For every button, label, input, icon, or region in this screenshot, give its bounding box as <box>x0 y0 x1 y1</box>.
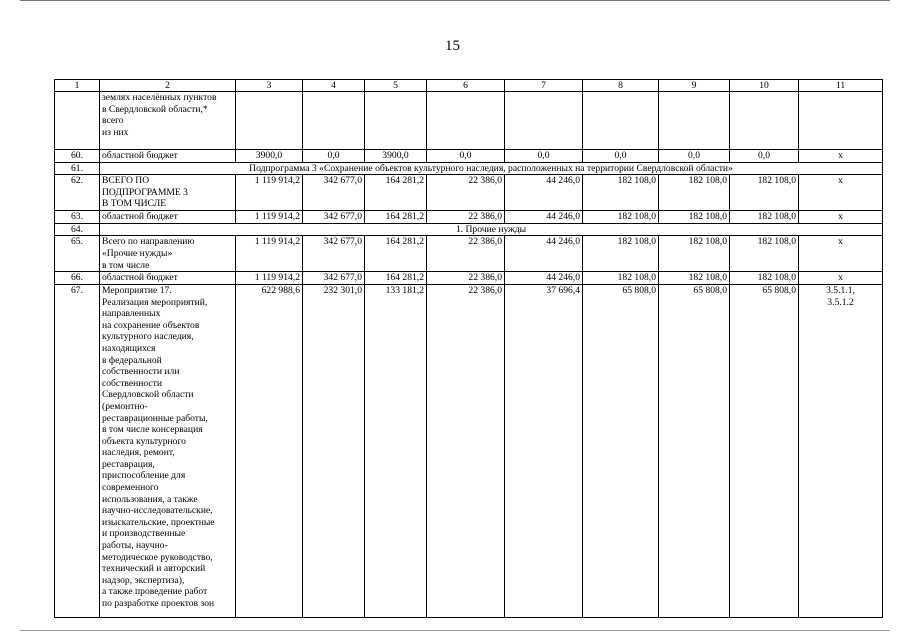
row-number: 66. <box>55 272 100 285</box>
header-cell: 4 <box>303 80 365 92</box>
table-row <box>55 92 883 150</box>
value-cell: 232 301,0 <box>303 284 365 617</box>
budget-table <box>54 79 883 618</box>
value-cell: 44 246,0 <box>505 236 583 272</box>
table-row <box>55 223 883 236</box>
value-cell: 182 108,0 <box>659 211 730 224</box>
value-cell: 37 696,4 <box>505 284 583 617</box>
subprogram-title: Подпрограмма 3 «Сохранение объектов культурного наследия, расположенных на территории Свердловской области» <box>100 162 883 175</box>
header-cell: 3 <box>236 80 303 92</box>
value-cell: 1 119 914,2 <box>236 175 303 211</box>
row-number: 61. <box>55 162 100 175</box>
reference-cell: х <box>799 236 883 272</box>
value-cell: 342 677,0 <box>303 236 365 272</box>
table-row <box>55 162 883 175</box>
row-number: 67. <box>55 284 100 617</box>
value-cell: 182 108,0 <box>659 175 730 211</box>
value-cell: 164 281,2 <box>365 175 427 211</box>
row-number: 65. <box>55 236 100 272</box>
value-cell: 342 677,0 <box>303 211 365 224</box>
value-cell: 0,0 <box>303 150 365 163</box>
value-cell: 44 246,0 <box>505 272 583 285</box>
reference-cell: х <box>799 175 883 211</box>
table-row <box>55 175 883 211</box>
value-cell: 22 386,0 <box>427 284 505 617</box>
value-cell: 65 808,0 <box>730 284 799 617</box>
value-cell: 44 246,0 <box>505 175 583 211</box>
row-name: областной бюджет <box>100 272 236 285</box>
header-cell: 7 <box>505 80 583 92</box>
value-cell: 133 181,2 <box>365 284 427 617</box>
value-cell: 3900,0 <box>365 150 427 163</box>
row-name: Мероприятие 17. Реализация мероприятий, направленных на сохранение объектов культурного наследия, находящихся в федеральной собственности или собственности Свердловской области (ремонтно- реставрационные работы, в том числе консервация объекта культурного наследия, ремонт, реставрация, приспособление для современного использования, а также научно-исследовательские, изыскательские, проектные и производственные работы, научно- методическое руководство, технический и авторский надзор, экспертиза), а также проведение работ по разработке проектов зон <box>100 284 236 617</box>
header-row <box>55 80 883 92</box>
header-cell: 8 <box>583 80 659 92</box>
table-row <box>55 272 883 285</box>
value-cell: 342 677,0 <box>303 272 365 285</box>
value-cell: 0,0 <box>505 150 583 163</box>
header-cell: 2 <box>100 80 236 92</box>
value-cell: 182 108,0 <box>730 236 799 272</box>
table-row <box>55 211 883 224</box>
value-cell: 164 281,2 <box>365 236 427 272</box>
value-cell: 182 108,0 <box>583 175 659 211</box>
value-cell: 182 108,0 <box>659 236 730 272</box>
value-cell: 622 988,6 <box>236 284 303 617</box>
value-cell: 65 808,0 <box>583 284 659 617</box>
row-name: областной бюджет <box>100 150 236 163</box>
value-cell: 182 108,0 <box>659 272 730 285</box>
header-cell: 5 <box>365 80 427 92</box>
reference-cell: х <box>799 211 883 224</box>
value-cell: 0,0 <box>659 150 730 163</box>
table-row <box>55 284 883 617</box>
reference-cell: 3.5.1.1, 3.5.1.2 <box>799 284 883 617</box>
value-cell: 182 108,0 <box>583 272 659 285</box>
row-name: ВСЕГО ПО ПОДПРОГРАММЕ 3 В ТОМ ЧИСЛЕ <box>100 175 236 211</box>
reference-cell: х <box>799 150 883 163</box>
header-cell: 6 <box>427 80 505 92</box>
value-cell: 22 386,0 <box>427 175 505 211</box>
value-cell: 65 808,0 <box>659 284 730 617</box>
header-cell: 10 <box>730 80 799 92</box>
row-number: 64. <box>55 223 100 236</box>
value-cell: 22 386,0 <box>427 272 505 285</box>
value-cell: 182 108,0 <box>583 211 659 224</box>
bottom-border-line <box>20 630 890 632</box>
row-name: землях населённых пунктов в Свердловской области,* всего из них <box>100 92 236 150</box>
value-cell: 0,0 <box>427 150 505 163</box>
value-cell: 0,0 <box>583 150 659 163</box>
header-cell: 9 <box>659 80 730 92</box>
value-cell: 1 119 914,2 <box>236 211 303 224</box>
value-cell: 182 108,0 <box>730 211 799 224</box>
value-cell: 182 108,0 <box>730 175 799 211</box>
page-number: 15 <box>445 38 460 54</box>
value-cell: 1 119 914,2 <box>236 272 303 285</box>
value-cell: 164 281,2 <box>365 211 427 224</box>
reference-cell: х <box>799 272 883 285</box>
value-cell: 3900,0 <box>236 150 303 163</box>
value-cell: 1 119 914,2 <box>236 236 303 272</box>
header-cell: 11 <box>799 80 883 92</box>
row-number: 62. <box>55 175 100 211</box>
header-cell: 1 <box>55 80 100 92</box>
row-name: областной бюджет <box>100 211 236 224</box>
value-cell: 164 281,2 <box>365 272 427 285</box>
row-number: 60. <box>55 150 100 163</box>
section-title: 1. Прочие нужды <box>100 223 883 236</box>
value-cell: 342 677,0 <box>303 175 365 211</box>
table-row <box>55 150 883 163</box>
top-border-line <box>20 0 890 2</box>
value-cell: 22 386,0 <box>427 236 505 272</box>
value-cell: 0,0 <box>730 150 799 163</box>
table-row <box>55 236 883 272</box>
value-cell: 182 108,0 <box>730 272 799 285</box>
row-name: Всего по направлению «Прочие нужды» в том числе <box>100 236 236 272</box>
value-cell: 22 386,0 <box>427 211 505 224</box>
value-cell: 44 246,0 <box>505 211 583 224</box>
row-number: 63. <box>55 211 100 224</box>
value-cell: 182 108,0 <box>583 236 659 272</box>
